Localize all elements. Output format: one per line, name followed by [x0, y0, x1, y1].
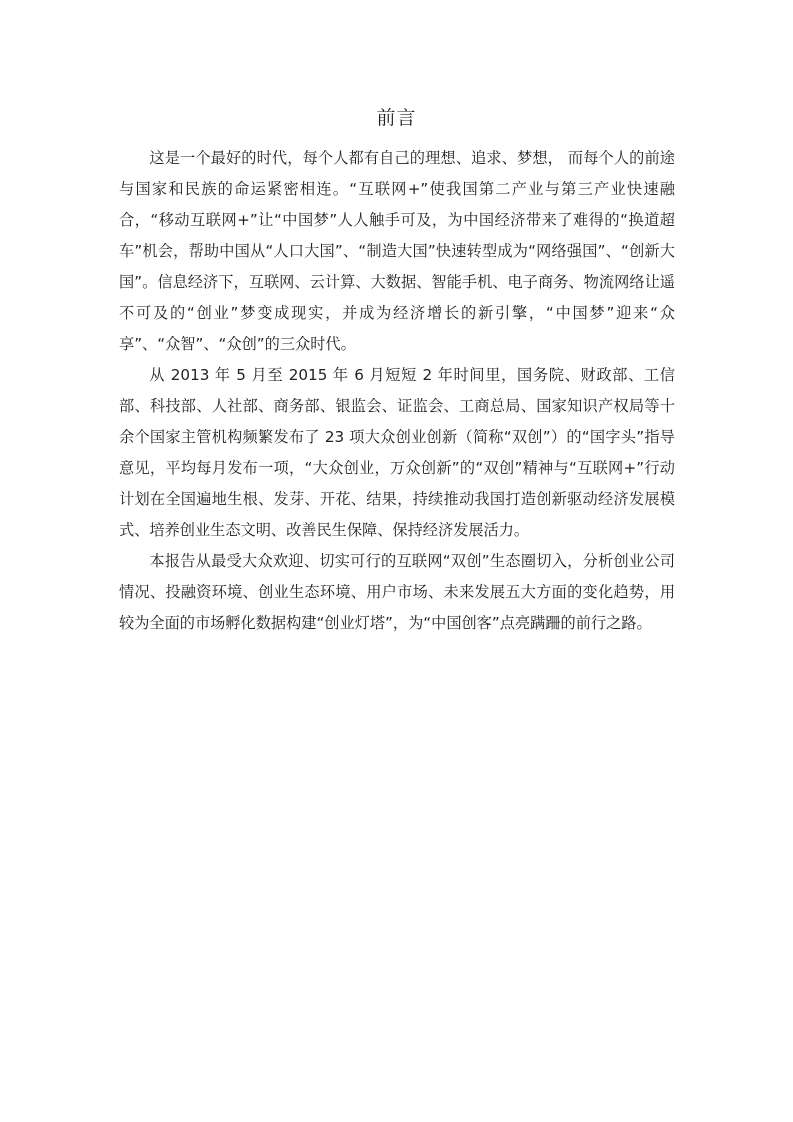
- page-title: 前言: [376, 107, 417, 129]
- paragraph-policy: 从 2013 年 5 月至 2015 年 6 月短短 2 年时间里，国务院、财政部、工信部、科技部、人社部、商务部、银监会、证监会、工商总局、国家知识产权局等十余个国家主管机构频繁发布了 23 项大众创业创新（简称“双创”）的“国字头”指导意见，平均每月发布一项，“大众创业，万众创新”的“双创”精神与“互联网+”行动计划在全国遍地生根、发芽、开花、结果，持续推动我国打造创新驱动经济发展模式、培养创业生态文明、改善民生保障、保持经济发展活力。: [119, 366, 675, 539]
- paragraph-report: 本报告从最受大众欢迎、切实可行的互联网“双创”生态圈切入，分析创业公司情况、投融资环境、创业生态环境、用户市场、未来发展五大方面的变化趋势，用较为全面的市场孵化数据构建“创业灯塔”，为“中国创客”点亮蹒跚的前行之路。: [119, 552, 675, 632]
- body-text: [119, 143, 675, 639]
- paragraph-intro: 这是一个最好的时代，每个人都有自己的理想、追求、梦想， 而每个人的前途与国家和民族的命运紧密相连。“互联网+”使我国第二产业与第三产业快速融合，“移动互联网+”让“中国梦”人人触手可及，为中国经济带来了难得的“换道超车”机会，帮助中国从“人口大国”、“制造大国”快速转型成为“网络强国”、“创新大国”。信息经济下，互联网、云计算、大数据、智能手机、电子商务、物流网络让遥不可及的“创业”梦变成现实，并成为经济增长的新引擎，“中国梦”迎来“众享”、“众智”、“众创”的三众时代。: [119, 149, 675, 353]
